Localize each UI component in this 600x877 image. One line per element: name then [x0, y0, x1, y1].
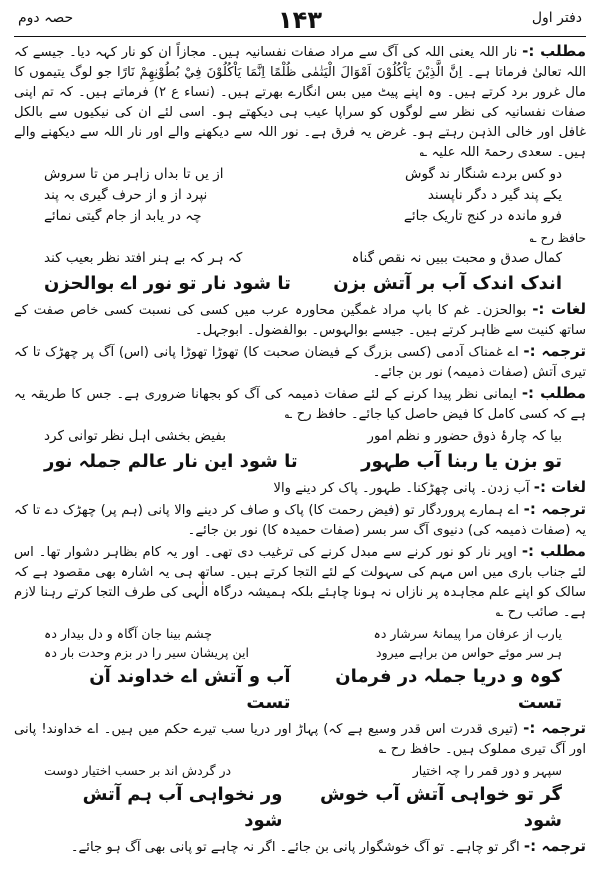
second-hemistich: از یں تا بداں زاہر من تا سروش: [44, 166, 224, 182]
paragraph-text: نار اللہ یعنی اللہ کی آگ سے مراد صفات نفسانیہ ہیں۔ مجازاً ان کو نار کہہ دیا۔ جیسے کہ اللہ تعالیٰ فرماتا ہے۔ اِنَّ الَّذِيْنَ يَاْكُلُوْنَ اَمْوَالَ الْيَتٰمٰى ظُلْمًا اِنَّمَا يَاْكُلُوْنَ فِيْ بُطُوْنِهِمْ نَارًا جو لوگ یتیموں کا مال غرور برد کرتے ہیں۔ وہ اپنے پیٹ میں بس انگارے بھرتے ہیں۔ (نساء ع ۲) فرماتے ہیں۔ کہ تم اپنی صفات نفسانیہ کی نظر سے لوگوں کو سراپا عیب ہی دیکھتے ہو۔ اسی لئے ان کی نیکیوں سے بالکل غافل اور خالی الذہن رہتے ہو۔ غرض یہ فرق ہے۔ نور اللہ سے دیکھنے والے اور نار اللہ سے دیکھنے والے ہیں۔ سعدی رحمۃ اللہ علیہ ؎: [14, 45, 586, 160]
second-hemistich: چشم بینا جان آگاہ و دل بیدار دہ: [44, 626, 213, 641]
second-hemistich: در گردش اند بر حسب اختیار دوست: [44, 763, 232, 778]
second-hemistich: بفیض بخشی اہل نظر توانی کرد: [44, 428, 226, 444]
paragraph-label: ترجمہ :-: [523, 500, 586, 518]
paragraph-text: اگر تو چاہے۔ تو آگ خوشگوار پانی بن جائے۔ اگر نہ چاہے تو پانی بھی آگ ہو جائے۔: [70, 840, 520, 855]
second-hemistich: این پریشان سیر را در بزم وحدت بار دہ: [44, 645, 249, 660]
section-label: حصہ دوم: [18, 10, 74, 26]
verse-block: [14, 624, 586, 662]
verse-block: [14, 449, 586, 475]
paragraph-label: ترجمہ :-: [523, 837, 586, 855]
couplet: [14, 164, 586, 185]
couplet: [14, 664, 586, 716]
couplet: [14, 248, 586, 269]
first-hemistich: تو بزن یا ربنا آب طہور: [361, 451, 562, 472]
paragraph-label: مطلب :-: [521, 384, 586, 402]
couplet: [14, 426, 586, 447]
first-hemistich: گر تو خواہی آتش آب خوش شود: [320, 784, 562, 831]
couplet: [14, 643, 586, 662]
paragraph-text: (تیری قدرت اس قدر وسیع ہے کہ) پہاڑ اور دریا سب تیرے حکم میں ہیں۔ اے خداوند! پانی اور آگ تیری مملوک ہیں۔ حافظ رح ؎: [14, 722, 586, 757]
couplet: [14, 206, 586, 227]
second-hemistich: تا شود نار تو نور اے بوالحزن: [44, 273, 291, 294]
verse-block: [14, 271, 586, 297]
paragraph: [14, 499, 586, 541]
paragraph-label: ترجمہ :-: [523, 342, 586, 360]
paragraph: [14, 836, 586, 858]
paragraph-label: لغات :-: [532, 300, 586, 318]
paragraph-label: مطلب :-: [521, 542, 586, 560]
second-hemistich: ور نخواہی آب ہم آتش شود: [82, 784, 283, 831]
first-hemistich: کوہ و دریا جملہ در فرمان تست: [335, 666, 562, 713]
paragraph-label: مطلب :-: [522, 42, 586, 60]
paragraph-text: بوالحزن۔ غم کا باپ مراد غمگین محاورہ عرب میں کسی کی نسبت کسی خاص صفت کے ساتھ کنیت سے ظاہر کرتے ہیں۔ جیسے بوالہوس۔ بوالفضول۔ ابوجہل۔: [14, 303, 586, 338]
first-hemistich: یارب از عرفان مرا پیمانۂ سرشار دہ: [373, 626, 562, 641]
verse-block: [14, 164, 586, 227]
first-hemistich: کمال صدق و محبت ببیں نہ نقص گناہ: [351, 250, 562, 266]
second-hemistich: تا شود این نار عالم جملہ نور: [44, 451, 298, 472]
verse-block: [14, 782, 586, 834]
paragraph-text: ایمانی نظر پیدا کرنے کے لئے صفات ذمیمہ کی آگ کو بجھانا ضروری ہے۔ جس کا طریقہ یہ ہے کہ کسی کامل کا فیض حاصل کیا جائے۔ حافظ رح ؎: [14, 387, 586, 422]
paragraph: [14, 383, 586, 425]
paragraph-label: لغات :-: [533, 478, 586, 496]
couplet: [14, 185, 586, 206]
header-rule: [14, 36, 586, 37]
paragraph-text: اوپر نار کو نور کرنے سے مبدل کرنے کی ترغیب دی تھی۔ اور یہ کام بظاہر دشوار تھا۔ اس لئے جناب باری میں اس مہم کی سہولت کے لئے التجا کرتے ہیں۔ ساتھ ہی یہ اشارہ بھی مقصود ہے کہ سالک کو اپنے علم مجاہدہ پر نازاں نہ ہونا چاہئے بلکہ ہمیشہ درگاہ الٰہی کی طرف التجا کرتے رہنا لازم ہے۔ صائب رح ؎: [14, 545, 586, 620]
paragraph: [14, 41, 586, 163]
verse-block: [14, 426, 586, 447]
paragraph-text: اے غمناک آدمی (کسی بزرگ کے فیضان صحبت کا) تھوڑا تھوڑا پانی (اس) آگ پر چھڑک تا کہ تیری آتش (صفات ذمیمہ) نور بن جائے۔: [14, 345, 586, 380]
first-hemistich: دو کس بردے شنگار ند گوش: [405, 166, 562, 182]
page-header: [14, 8, 586, 34]
couplet: [14, 782, 586, 834]
couplet: [14, 271, 586, 297]
first-hemistich: یکے پند گیر د دگر ناپسند: [427, 187, 562, 203]
first-hemistich: فرو ماندہ در کنج تاریک جائے: [403, 208, 562, 224]
second-hemistich: کہ ہر کہ بے ہنر افتد نظر بعیب کند: [44, 250, 243, 266]
couplet: [14, 761, 586, 780]
verse-block: [14, 248, 586, 269]
verse-block: [14, 664, 586, 716]
couplet: [14, 624, 586, 643]
couplet: [14, 449, 586, 475]
paragraph: [14, 477, 586, 499]
page-body: [14, 41, 586, 858]
first-hemistich: سپہر و دور قمر را چہ اختیار: [412, 763, 562, 778]
paragraph: [14, 541, 586, 623]
verse-block: [14, 761, 586, 780]
attribution: حافظ رح ؎: [529, 231, 586, 245]
first-hemistich: اندک اندک آب بر آتش بزن: [333, 273, 562, 294]
second-hemistich: نپرد از و از حرف گیری بہ پند: [44, 187, 208, 203]
book-part-label: دفتر اول: [531, 10, 582, 26]
first-hemistich: بیا کہ چارۂ ذوق حضور و نظم امور: [367, 428, 562, 444]
paragraph: [14, 341, 586, 383]
first-hemistich: ہر سر موئے حواس من براہے میرود: [376, 645, 562, 660]
paragraph: [14, 299, 586, 341]
paragraph: [14, 718, 586, 760]
paragraph-text: آب زدن۔ پانی چھڑکنا۔ طہور۔ پاک کر دینے والا: [273, 481, 530, 496]
second-hemistich: چہ در یابد از جام گیتی نمائے: [44, 208, 202, 224]
paragraph-text: اے ہمارے پروردگار تو (فیض رحمت کا) پاک و صاف کر دینے والا پانی (ہم پر) چھڑک دے تا کہ یہ (صفات ذمیمہ کی) دنیوی آگ سر بسر (صفات حمیدہ کا) نور بن جائے۔: [14, 503, 586, 538]
paragraph-label: ترجمہ :-: [523, 719, 586, 737]
page-number: ۱۴۳: [278, 6, 322, 34]
second-hemistich: آب و آتش اے خداوند آن تست: [89, 666, 291, 713]
